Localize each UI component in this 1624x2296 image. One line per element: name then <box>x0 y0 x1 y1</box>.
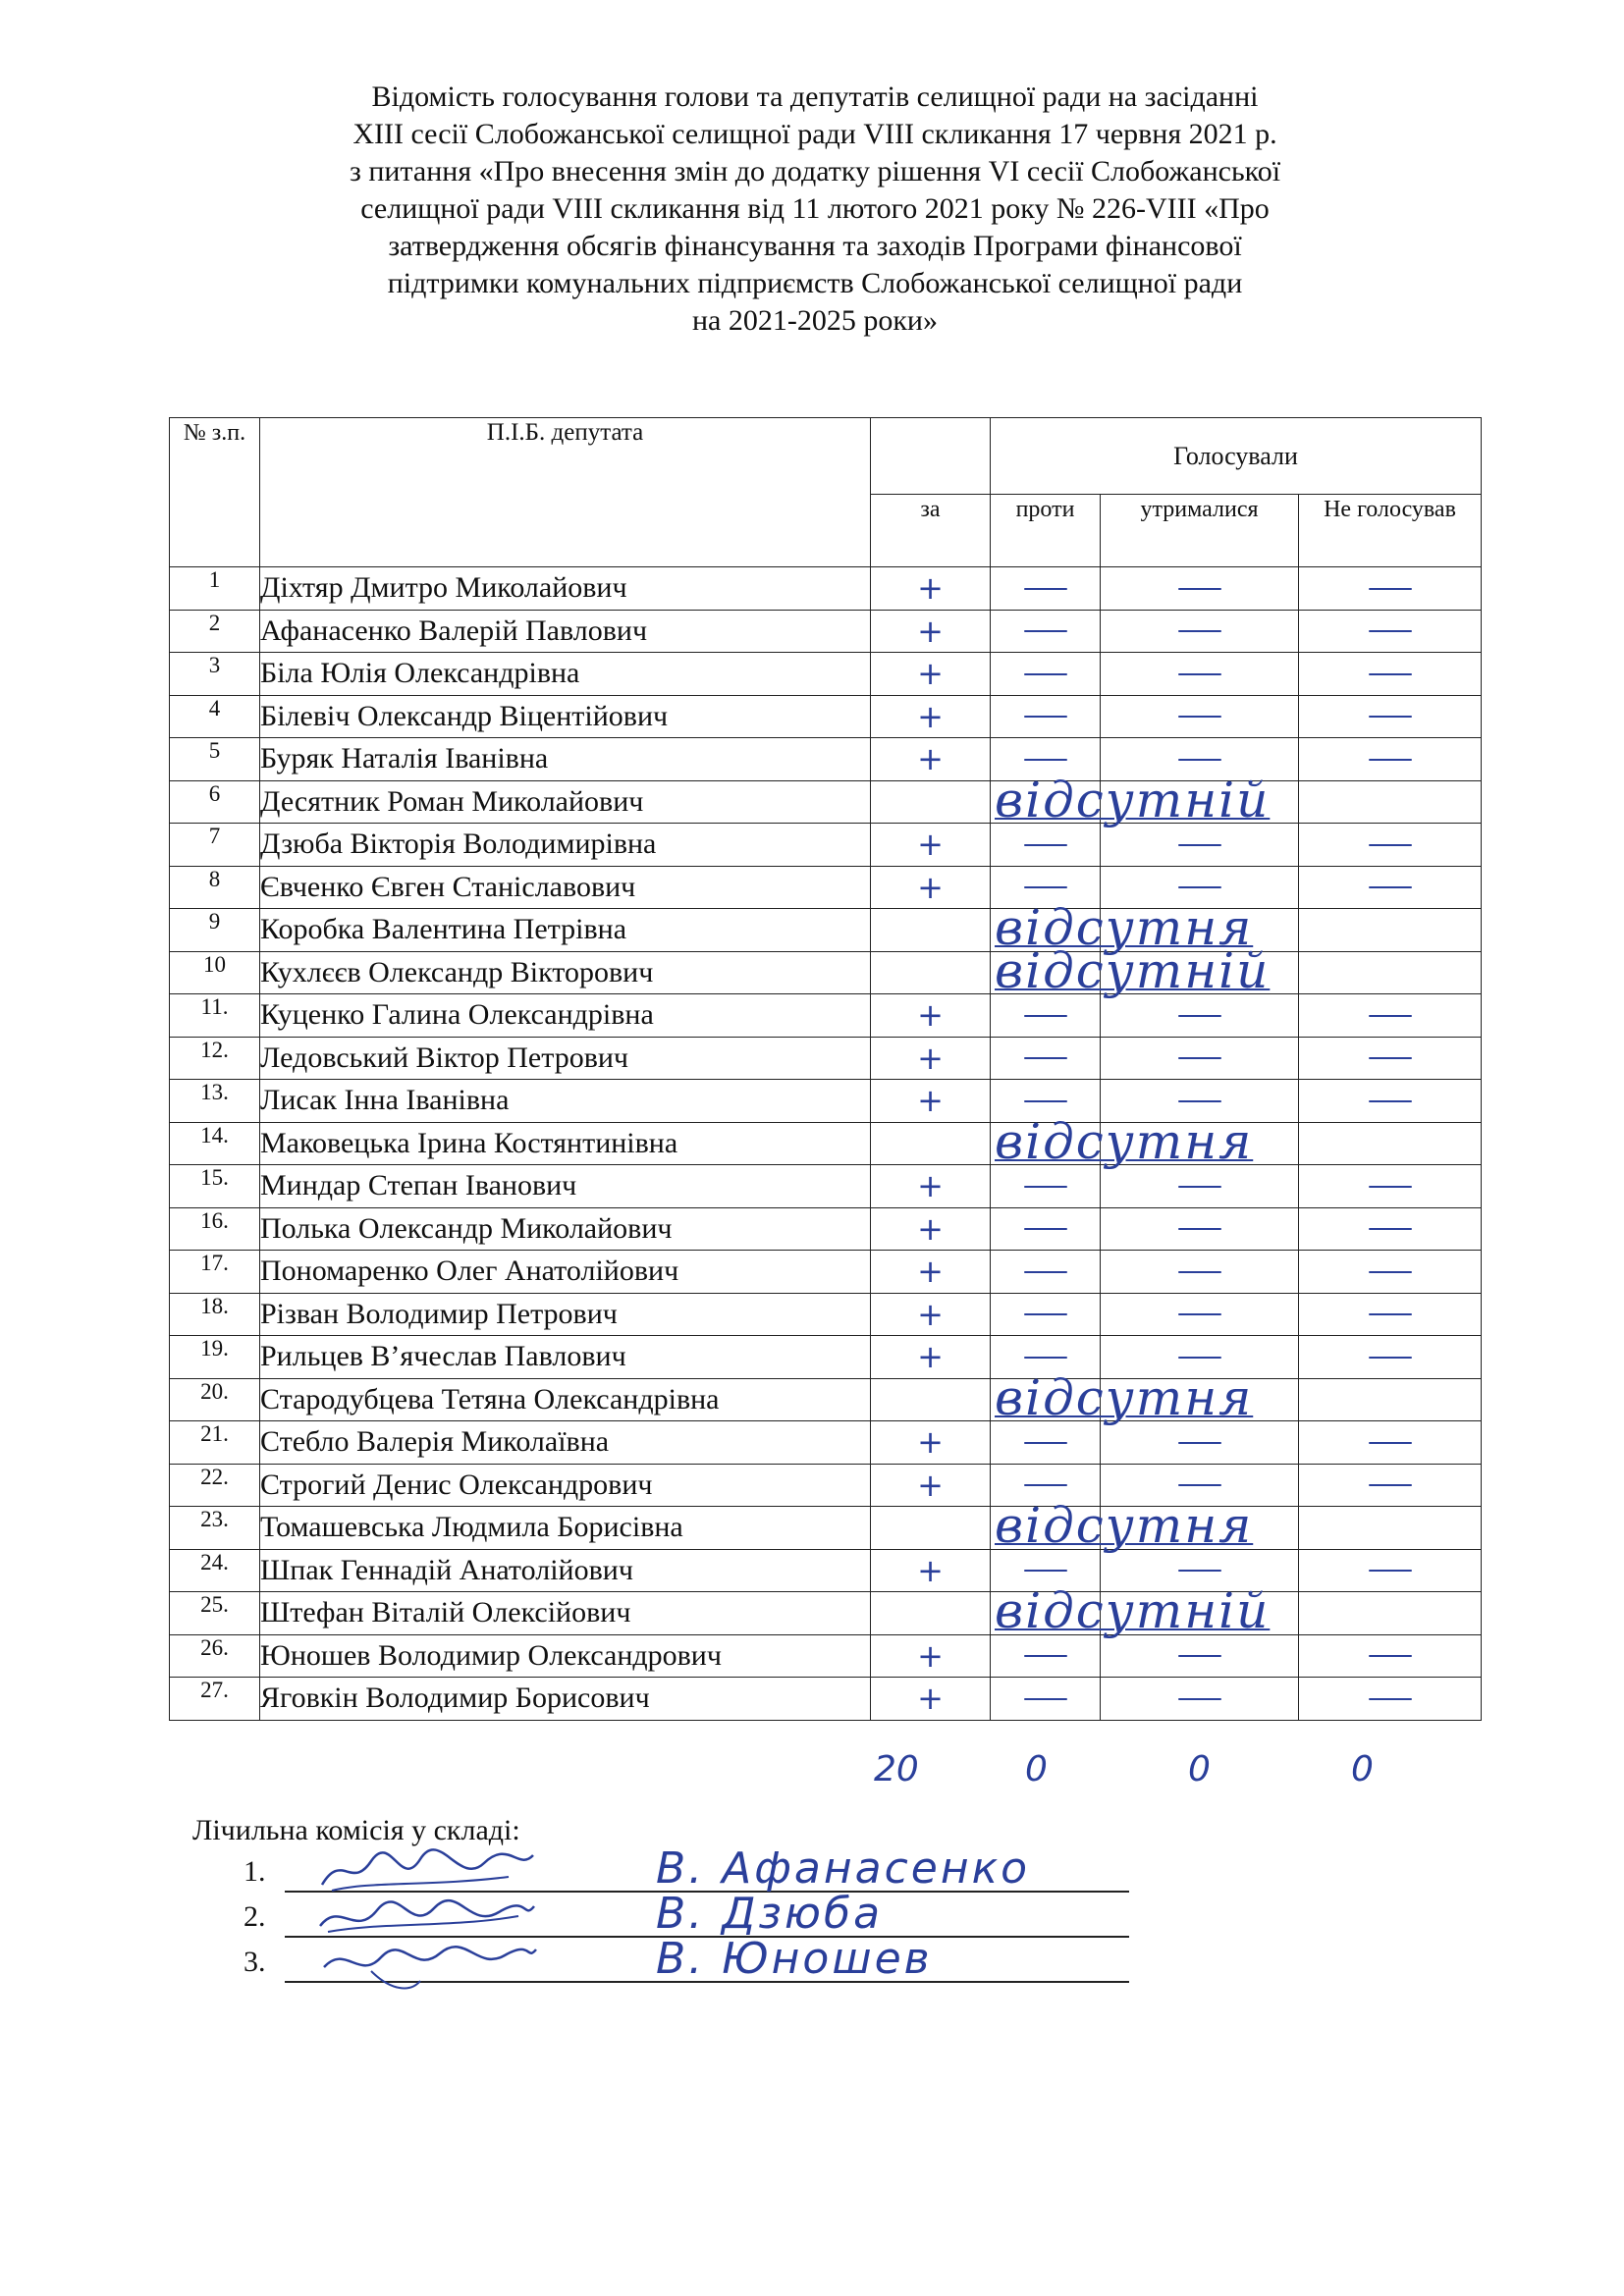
deputy-name: Буряк Наталія Іванівна <box>260 738 871 781</box>
member-number: 2. <box>244 1900 266 1933</box>
vote-cell-abstained <box>1101 994 1299 1038</box>
vote-cell-abstained <box>1101 1207 1299 1251</box>
vote-cell-abstained <box>1101 1251 1299 1294</box>
absent-note: відсутня <box>995 1112 1254 1170</box>
table-row <box>170 653 1482 696</box>
dash-mark <box>1024 886 1067 888</box>
dash-mark <box>1024 1271 1067 1273</box>
dash-mark <box>1178 1570 1221 1572</box>
vote-cell-abstained <box>1101 1378 1299 1421</box>
table-row <box>170 1251 1482 1294</box>
table-row <box>170 567 1482 611</box>
vote-cell-abstained <box>1101 695 1299 738</box>
plus-mark: + <box>917 697 944 735</box>
row-number: 23. <box>170 1507 260 1550</box>
vote-cell-not-voted <box>1299 1464 1482 1507</box>
vote-cell-abstained <box>1101 951 1299 994</box>
vote-cell-for <box>871 1251 991 1294</box>
vote-cell-not-voted <box>1299 1634 1482 1678</box>
vote-cell-for <box>871 1634 991 1678</box>
row-number: 16. <box>170 1207 260 1251</box>
row-number: 24. <box>170 1549 260 1592</box>
table-row <box>170 1549 1482 1592</box>
absent-note: відсутній <box>995 1582 1271 1639</box>
deputy-name: Яговкін Володимир Борисович <box>260 1678 871 1721</box>
deputy-name: Лисак Інна Іванівна <box>260 1080 871 1123</box>
dash-mark <box>1369 759 1412 761</box>
row-number: 18. <box>170 1293 260 1336</box>
dash-mark <box>1024 1698 1067 1700</box>
table-row <box>170 951 1482 994</box>
vote-cell-against <box>991 941 1271 999</box>
dash-mark <box>1178 1015 1221 1017</box>
row-number: 17. <box>170 1251 260 1294</box>
table-row <box>170 994 1482 1038</box>
row-number: 20. <box>170 1378 260 1421</box>
absent-note: відсутній <box>995 771 1271 828</box>
vote-cell-for <box>871 1378 991 1421</box>
header-abstained: утрималися <box>1101 495 1299 567</box>
vote-cell-for <box>871 653 991 696</box>
vote-cell-for <box>871 1592 991 1635</box>
plus-mark: + <box>917 1167 944 1205</box>
dash-mark <box>1178 1228 1221 1230</box>
table-row <box>170 1678 1482 1721</box>
vote-cell-for <box>871 738 991 781</box>
row-number: 14. <box>170 1122 260 1165</box>
dash-mark <box>1024 1484 1067 1486</box>
vote-cell-not-voted <box>1299 994 1482 1038</box>
deputy-name: Ледовський Віктор Петрович <box>260 1037 871 1080</box>
vote-cell-against <box>991 1678 1101 1721</box>
vote-cell-for <box>871 1507 991 1550</box>
row-number: 22. <box>170 1464 260 1507</box>
dash-mark <box>1369 1228 1412 1230</box>
row-number: 13. <box>170 1080 260 1123</box>
plus-mark: + <box>917 1039 944 1077</box>
vote-cell-not-voted <box>1299 1207 1482 1251</box>
vote-cell-for <box>871 1464 991 1507</box>
dash-mark <box>1369 886 1412 888</box>
vote-cell-abstained <box>1101 1507 1299 1550</box>
plus-mark: + <box>917 1680 944 1718</box>
vote-cell-for <box>871 1122 991 1165</box>
dash-mark <box>1024 1228 1067 1230</box>
deputy-name: Штефан Віталій Олексійович <box>260 1592 871 1635</box>
dash-mark <box>1178 1313 1221 1315</box>
deputy-name: Білевіч Олександр Віцентійович <box>260 695 871 738</box>
table-row <box>170 1464 1482 1507</box>
dash-mark <box>1369 588 1412 590</box>
vote-cell-for <box>871 1207 991 1251</box>
absent-note: відсутня <box>995 899 1254 956</box>
vote-cell-for <box>871 610 991 653</box>
table-row <box>170 1634 1482 1678</box>
deputy-name: Афанасенко Валерій Павлович <box>260 610 871 653</box>
vote-cell-for <box>871 994 991 1038</box>
dash-mark <box>1369 1357 1412 1359</box>
dash-mark <box>1369 673 1412 675</box>
vote-cell-not-voted <box>1299 653 1482 696</box>
vote-cell-not-voted <box>1299 1080 1482 1123</box>
deputy-name: Стародубцева Тетяна Олександрівна <box>260 1378 871 1421</box>
vote-cell-for <box>871 1336 991 1379</box>
vote-cell-not-voted <box>1299 1592 1482 1635</box>
deputy-name: Рильцев В’ячеслав Павлович <box>260 1336 871 1379</box>
row-number: 12. <box>170 1037 260 1080</box>
dash-mark <box>1369 1313 1412 1315</box>
header-num: № з.п. <box>170 418 260 567</box>
row-number: 4 <box>170 695 260 738</box>
dash-mark <box>1024 630 1067 632</box>
row-number: 27. <box>170 1678 260 1721</box>
dash-mark <box>1369 1186 1412 1188</box>
vote-cell-abstained <box>1101 1678 1299 1721</box>
dash-mark <box>1024 716 1067 718</box>
table-row <box>170 695 1482 738</box>
dash-mark <box>1178 1698 1221 1700</box>
title-line: на 2021-2025 роки» <box>692 304 938 337</box>
row-number: 25. <box>170 1592 260 1635</box>
vote-cell-not-voted <box>1299 610 1482 653</box>
plus-mark: + <box>917 1082 944 1120</box>
dash-mark <box>1369 1100 1412 1102</box>
header-voted: Голосували <box>991 418 1482 495</box>
vote-totals <box>0 1749 1624 1789</box>
dash-mark <box>1369 1271 1412 1273</box>
vote-cell-not-voted <box>1299 738 1482 781</box>
plus-mark: + <box>917 826 944 864</box>
table-row <box>170 1336 1482 1379</box>
dash-mark <box>1369 1655 1412 1657</box>
deputy-name: Євченко Євген Станіславович <box>260 866 871 909</box>
dash-mark <box>1024 1100 1067 1102</box>
dash-mark <box>1024 1357 1067 1359</box>
plus-mark: + <box>917 655 944 693</box>
plus-mark: + <box>917 1253 944 1291</box>
deputy-name: Полька Олександр Миколайович <box>260 1207 871 1251</box>
header-against: проти <box>991 495 1101 567</box>
dash-mark <box>1024 1570 1067 1572</box>
vote-cell-not-voted <box>1299 1122 1482 1165</box>
deputy-name: Десятник Роман Миколайович <box>260 780 871 824</box>
title-line: XIII сесії Слобожанської селищної ради VIII скликання 17 червня 2021 р. <box>352 118 1277 150</box>
deputy-name: Шпак Геннадій Анатолійович <box>260 1549 871 1592</box>
vote-cell-not-voted <box>1299 1678 1482 1721</box>
dash-mark <box>1024 1442 1067 1444</box>
plus-mark: + <box>917 996 944 1035</box>
title-line: селищної ради VIII скликання від 11 лютого 2021 року № 226-VIII «Про <box>360 192 1270 225</box>
vote-cell-against <box>991 1634 1101 1678</box>
vote-cell-for <box>871 695 991 738</box>
plus-mark: + <box>917 1423 944 1462</box>
plus-mark: + <box>917 612 944 650</box>
vote-cell-for <box>871 824 991 867</box>
plus-mark: + <box>917 868 944 906</box>
row-number: 6 <box>170 780 260 824</box>
dash-mark <box>1369 1015 1412 1017</box>
plus-mark: + <box>917 1636 944 1675</box>
dash-mark <box>1369 1442 1412 1444</box>
vote-cell-not-voted <box>1299 1165 1482 1208</box>
deputy-name: Куценко Галина Олександрівна <box>260 994 871 1038</box>
row-number: 2 <box>170 610 260 653</box>
dash-mark <box>1024 1186 1067 1188</box>
vote-cell-against <box>991 567 1101 611</box>
vote-cell-against <box>991 1421 1101 1465</box>
vote-cell-not-voted <box>1299 567 1482 611</box>
dash-mark <box>1178 630 1221 632</box>
deputy-name: Різван Володимир Петрович <box>260 1293 871 1336</box>
vote-cell-abstained <box>1101 653 1299 696</box>
dash-mark <box>1178 1186 1221 1188</box>
header-not-voted: Не голосував <box>1299 495 1482 567</box>
table-row <box>170 866 1482 909</box>
vote-cell-abstained <box>1101 1037 1299 1080</box>
vote-cell-for <box>871 1549 991 1592</box>
vote-cell-abstained <box>1101 1165 1299 1208</box>
deputy-name: Миндар Степан Іванович <box>260 1165 871 1208</box>
table-row <box>170 824 1482 867</box>
vote-cell-abstained <box>1101 1592 1299 1635</box>
total-abstained: 0 <box>1188 1749 1211 1789</box>
title-line: затвердження обсягів фінансування та заходів Програми фінансової <box>388 230 1242 262</box>
row-number: 21. <box>170 1421 260 1465</box>
vote-cell-abstained <box>1101 1122 1299 1165</box>
row-number: 26. <box>170 1634 260 1678</box>
dash-mark <box>1178 1100 1221 1102</box>
dash-mark <box>1369 1570 1412 1572</box>
deputy-name: Діхтяр Дмитро Миколайович <box>260 567 871 611</box>
vote-cell-not-voted <box>1299 780 1482 824</box>
plus-mark: + <box>917 1295 944 1333</box>
absent-note: відсутня <box>995 1368 1254 1426</box>
vote-cell-not-voted <box>1299 1421 1482 1465</box>
table-row <box>170 1293 1482 1336</box>
deputy-name: Пономаренко Олег Анатолійович <box>260 1251 871 1294</box>
plus-mark: + <box>917 1551 944 1589</box>
vote-cell-not-voted <box>1299 695 1482 738</box>
vote-cell-for <box>871 1037 991 1080</box>
vote-cell-for <box>871 1165 991 1208</box>
title-line: підтримки комунальних підприємств Слобожанської селищної ради <box>387 267 1243 299</box>
dash-mark <box>1369 1484 1412 1486</box>
deputy-name: Коробка Валентина Петрівна <box>260 909 871 952</box>
vote-cell-for <box>871 1080 991 1123</box>
member-name: В. Юношев <box>656 1934 933 1984</box>
deputy-name: Кухлєєв Олександр Вікторович <box>260 951 871 994</box>
dash-mark <box>1178 588 1221 590</box>
vote-cell-against <box>991 1207 1101 1251</box>
vote-cell-against <box>991 1293 1101 1336</box>
vote-cell-not-voted <box>1299 1037 1482 1080</box>
voting-table <box>169 417 1482 1721</box>
row-number: 15. <box>170 1165 260 1208</box>
absent-note: відсутній <box>995 941 1271 999</box>
vote-cell-for <box>871 866 991 909</box>
plus-mark: + <box>917 1338 944 1376</box>
vote-cell-not-voted <box>1299 1549 1482 1592</box>
plus-mark: + <box>917 1466 944 1504</box>
dash-mark <box>1024 1313 1067 1315</box>
deputy-name: Томашевська Людмила Борисівна <box>260 1507 871 1550</box>
vote-cell-for <box>871 567 991 611</box>
table-row <box>170 780 1482 824</box>
deputy-name: Юношев Володимир Олександрович <box>260 1634 871 1678</box>
table-row <box>170 909 1482 952</box>
dash-mark <box>1369 844 1412 846</box>
dash-mark <box>1178 1057 1221 1059</box>
dash-mark <box>1178 886 1221 888</box>
dash-mark <box>1024 759 1067 761</box>
table-row <box>170 1165 1482 1208</box>
vote-cell-for <box>871 1421 991 1465</box>
row-number: 1 <box>170 567 260 611</box>
deputy-name: Маковецька Ірина Костянтинівна <box>260 1122 871 1165</box>
total-not-voted: 0 <box>1351 1749 1374 1789</box>
table-row <box>170 1207 1482 1251</box>
row-number: 5 <box>170 738 260 781</box>
table-row <box>170 1037 1482 1080</box>
plus-mark: + <box>917 1209 944 1248</box>
table-row <box>170 610 1482 653</box>
row-number: 9 <box>170 909 260 952</box>
vote-cell-not-voted <box>1299 1293 1482 1336</box>
member-name: В. Афанасенко <box>656 1843 1031 1894</box>
title-line: Відомість голосування голови та депутатів селищної ради на засіданні <box>371 80 1259 113</box>
signature-icon <box>312 1932 538 1995</box>
dash-mark <box>1024 1057 1067 1059</box>
vote-cell-against <box>991 1037 1101 1080</box>
vote-cell-not-voted <box>1299 1507 1482 1550</box>
member-number: 1. <box>244 1855 266 1888</box>
dash-mark <box>1024 1015 1067 1017</box>
vote-cell-abstained <box>1101 610 1299 653</box>
deputy-name: Строгий Денис Олександрович <box>260 1464 871 1507</box>
title-line: з питання «Про внесення змін до додатку рішення VI сесії Слобожанської <box>349 155 1281 187</box>
dash-mark <box>1178 1655 1221 1657</box>
member-number: 3. <box>244 1946 266 1978</box>
vote-cell-not-voted <box>1299 1336 1482 1379</box>
vote-cell-against <box>991 1165 1101 1208</box>
row-number: 8 <box>170 866 260 909</box>
dash-mark <box>1178 1484 1221 1486</box>
header-name: П.І.Б. депутата <box>260 418 871 567</box>
dash-mark <box>1024 1655 1067 1657</box>
table-row <box>170 1592 1482 1635</box>
vote-cell-against <box>991 653 1101 696</box>
vote-cell-abstained <box>1101 1634 1299 1678</box>
vote-cell-against <box>991 610 1101 653</box>
vote-cell-against <box>991 1497 1254 1554</box>
vote-cell-against <box>991 1368 1254 1426</box>
vote-cell-for <box>871 1678 991 1721</box>
dash-mark <box>1178 1357 1221 1359</box>
dash-mark <box>1024 844 1067 846</box>
vote-cell-against <box>991 695 1101 738</box>
row-number: 11. <box>170 994 260 1038</box>
vote-cell-abstained <box>1101 780 1299 824</box>
vote-cell-abstained <box>1101 567 1299 611</box>
plus-mark: + <box>917 740 944 778</box>
commission-label: Лічильна комісія у складі: <box>192 1814 520 1846</box>
plus-mark: + <box>917 569 944 608</box>
dash-mark <box>1369 1057 1412 1059</box>
vote-cell-not-voted <box>1299 951 1482 994</box>
vote-cell-for <box>871 951 991 994</box>
vote-cell-not-voted <box>1299 1251 1482 1294</box>
header-blank <box>871 418 991 495</box>
dash-mark <box>1369 716 1412 718</box>
dash-mark <box>1024 673 1067 675</box>
vote-cell-against <box>991 1582 1271 1639</box>
dash-mark <box>1178 1271 1221 1273</box>
dash-mark <box>1178 844 1221 846</box>
deputy-name: Біла Юлія Олександрівна <box>260 653 871 696</box>
dash-mark <box>1178 673 1221 675</box>
table-row <box>170 1378 1482 1421</box>
vote-cell-against <box>991 994 1101 1038</box>
deputy-name: Стебло Валерія Миколаївна <box>260 1421 871 1465</box>
vote-cell-abstained <box>1101 1421 1299 1465</box>
vote-cell-against <box>991 771 1271 828</box>
table-row <box>170 1421 1482 1465</box>
table-row <box>170 738 1482 781</box>
vote-cell-not-voted <box>1299 909 1482 952</box>
vote-cell-abstained <box>1101 1293 1299 1336</box>
vote-cell-for <box>871 1293 991 1336</box>
header-for: за <box>871 495 991 567</box>
vote-cell-against <box>991 1251 1101 1294</box>
vote-cell-not-voted <box>1299 824 1482 867</box>
table-body <box>170 567 1482 1721</box>
row-number: 3 <box>170 653 260 696</box>
row-number: 19. <box>170 1336 260 1379</box>
deputy-name: Дзюба Вікторія Володимирівна <box>260 824 871 867</box>
dash-mark <box>1024 588 1067 590</box>
vote-cell-against <box>991 1112 1254 1170</box>
table-row <box>170 1507 1482 1550</box>
vote-cell-for <box>871 909 991 952</box>
dash-mark <box>1178 759 1221 761</box>
absent-note: відсутня <box>995 1497 1254 1554</box>
total-against: 0 <box>1025 1749 1048 1789</box>
row-number: 7 <box>170 824 260 867</box>
dash-mark <box>1369 630 1412 632</box>
vote-cell-not-voted <box>1299 866 1482 909</box>
row-number: 10 <box>170 951 260 994</box>
vote-cell-for <box>871 780 991 824</box>
table-row <box>170 1122 1482 1165</box>
vote-cell-against <box>991 824 1101 867</box>
dash-mark <box>1178 716 1221 718</box>
table-row <box>170 1080 1482 1123</box>
document-title <box>177 79 1453 340</box>
member-name: В. Дзюба <box>656 1889 884 1939</box>
vote-cell-not-voted <box>1299 1378 1482 1421</box>
dash-mark <box>1369 1698 1412 1700</box>
vote-cell-abstained <box>1101 824 1299 867</box>
total-for: 20 <box>874 1749 919 1789</box>
dash-mark <box>1178 1442 1221 1444</box>
